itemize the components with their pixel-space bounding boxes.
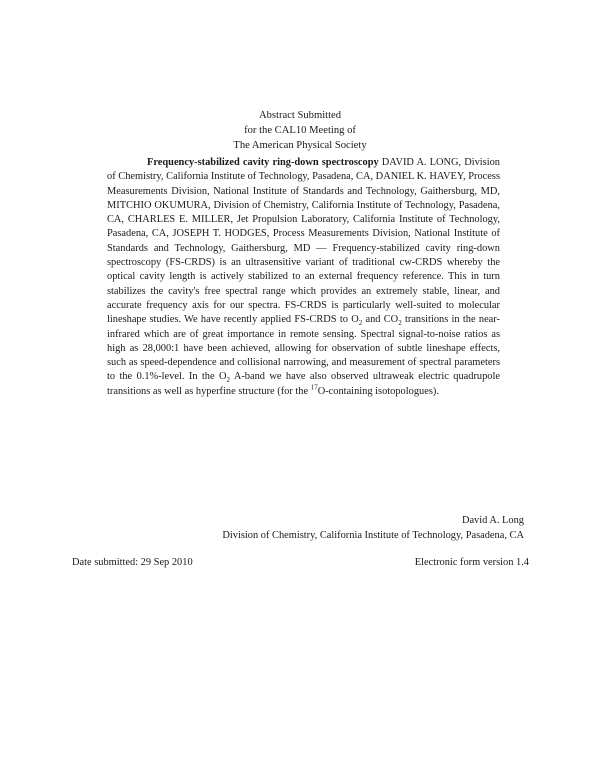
date-submitted: Date submitted: 29 Sep 2010 [72,557,193,568]
abstract-body-5: O-containing isotopologues). [317,385,439,397]
abstract-body-4: A-band we have also observed ultraweak electric quadrupole transitions as well as hyperfine structure (for the [107,371,500,397]
header-line-2: for the CAL10 Meeting of [244,125,356,136]
header-line-1: Abstract Submitted [258,110,342,121]
header-line-3: The American Physical Society [233,140,367,151]
abstract-body-1: Frequency-stabilized cavity ring-down spectroscopy (FS-CRDS) is an ultrasensitive variant of traditional cw-CRDS whereby the optical cavity length is actively stabilized to an external frequency reference. This in turn stabilizes the cavity's free spectral range which provides an extremely stable, linear, and accurate frequency axis for our spectra. FS-CRDS is particularly well-suited to molecular lineshape studies. We have recently applied FS-CRDS to O [107,242,500,326]
abstract-body-3: transitions in the near-infrared which are of great importance in remote sensing. Spectral signal-to-noise ratios as high as 28,000:1 have been achieved, allowing for observation of subtle lineshape effects, such as speed-dependence and collisional narrowing, and measurement of spectral parameters to the 0.1%-level. In the O [107,314,500,383]
abstract-body-2: and CO [362,314,399,326]
submission-header [0,108,600,153]
subscript-o2: 2 [358,319,363,328]
signature-affiliation: Division of Chemistry, California Institute of Technology, Pasadena, CA [222,530,524,541]
subscript-co2: 2 [398,319,402,328]
abstract-paragraph [107,156,500,399]
signature-name: David A. Long [461,515,524,526]
abstract-title: Frequency-stabilized cavity ring-down spectroscopy [147,157,379,168]
abstract-authors: DAVID A. LONG, Division of Chemistry, California Institute of Technology, Pasadena, CA, DANIEL K. HAVEY, Process Measurements Division, National Institute of Standards and Technology, Gaithersburg, MD, MITCHIO OKUMURA, Division of Chemistry, California Institute of Technology, Pasadena, CA, CHARLES E. MILLER, Jet Propulsion Laboratory, California Institute of Technology, Pasadena, CA, JOSEPH T. HODGES, Process Measurements Division, National Institute of Standards and Technology, Gaithersburg, MD — [107,157,500,254]
superscript-17: 17 [310,383,318,392]
subscript-o2-band: 2 [226,376,230,385]
signature-block [222,513,524,543]
form-version: Electronic form version 1.4 [414,557,529,568]
